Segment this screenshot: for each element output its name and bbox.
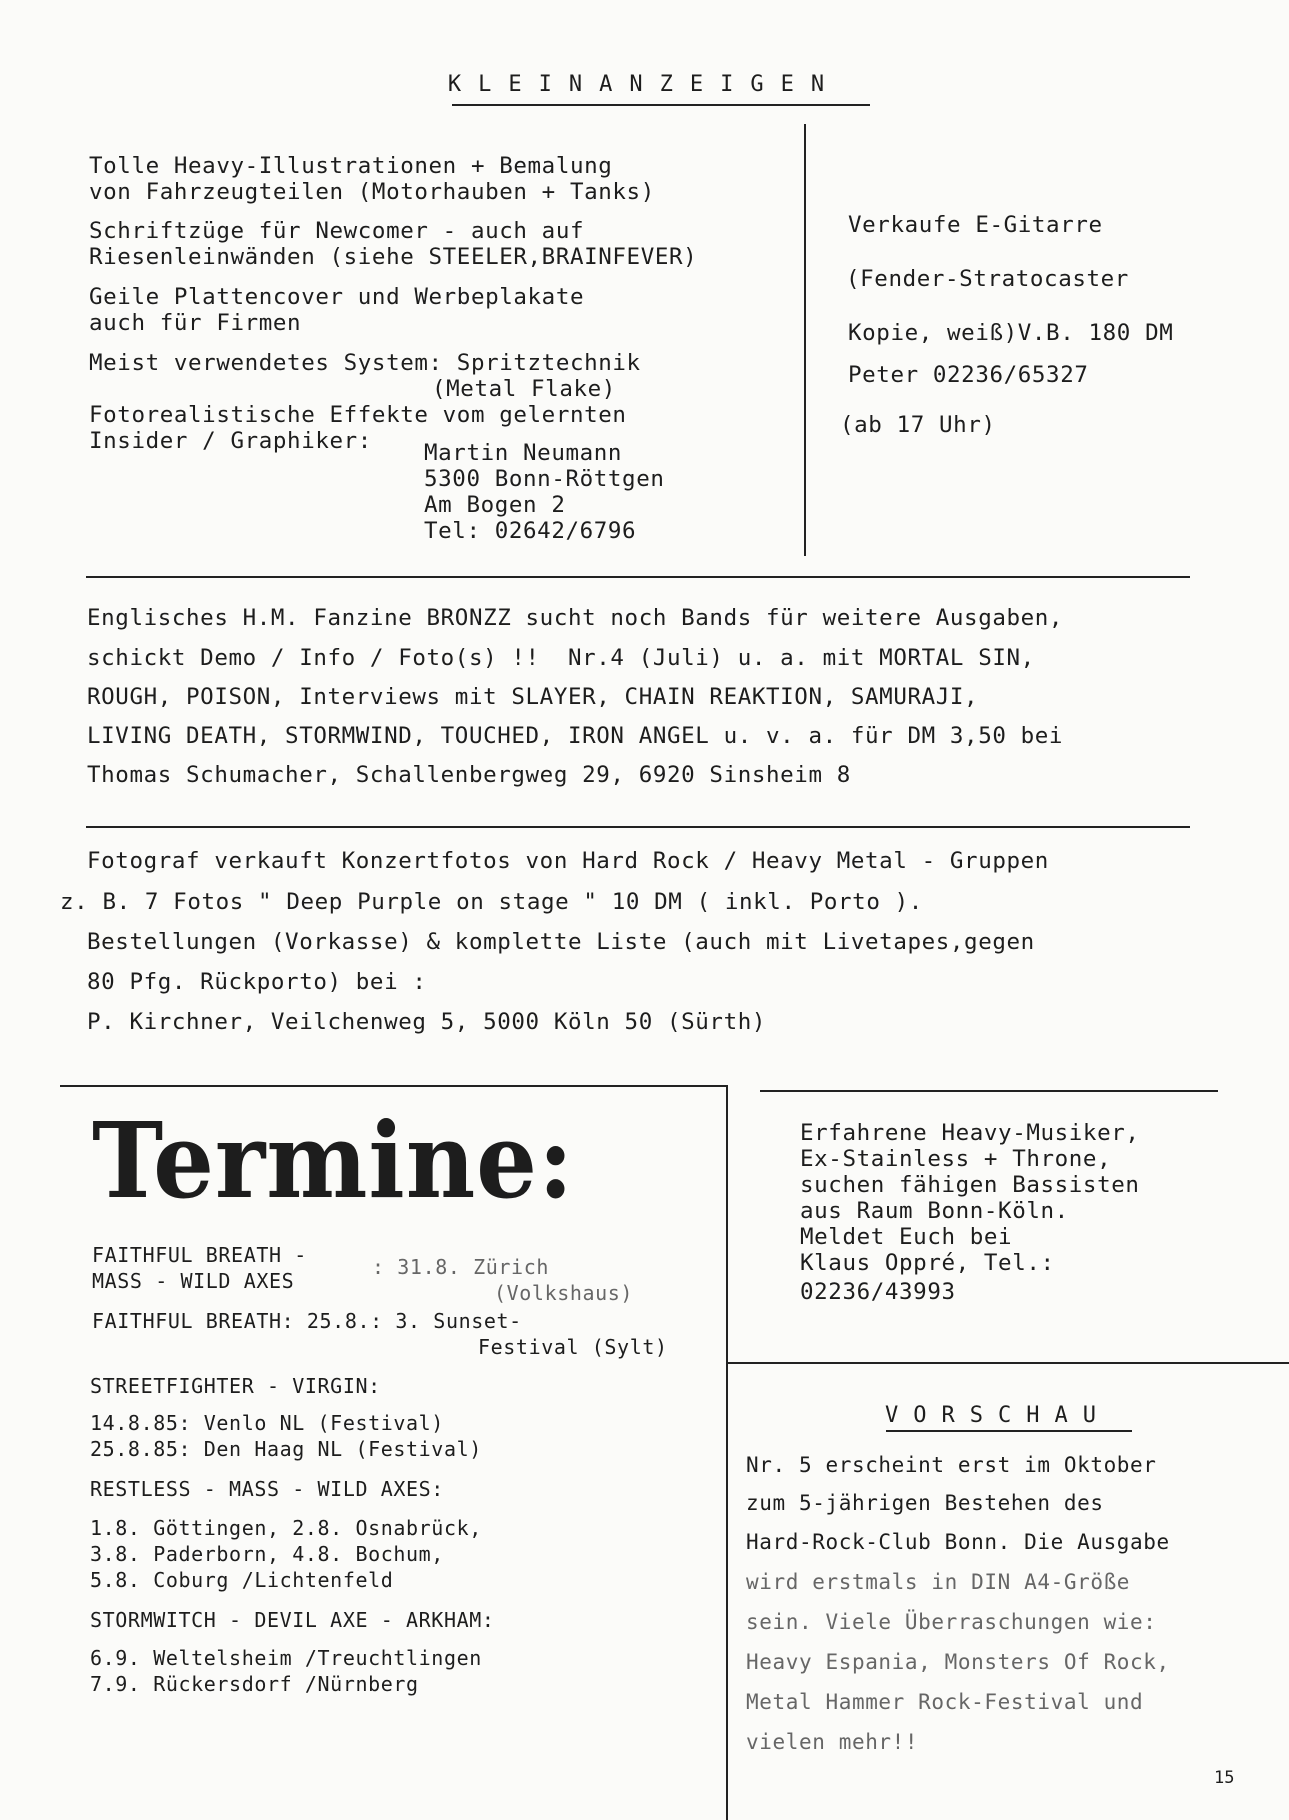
ad-line: Insider / Graphiker:: [89, 428, 372, 454]
event-line: 1.8. Göttingen, 2.8. Osnabrück,: [90, 1516, 482, 1540]
ad-line: Bestellungen (Vorkasse) & komplette Liste (auch mit Livetapes,gegen: [87, 929, 1035, 955]
ad-line: Meldet Euch bei: [800, 1224, 1013, 1250]
ad-line: Fotorealistische Effekte vom gelernten: [89, 402, 627, 428]
event-line: 3.8. Paderborn, 4.8. Bochum,: [90, 1542, 444, 1566]
ad-line: Erfahrene Heavy-Musiker,: [800, 1120, 1140, 1146]
ad-line: auch für Firmen: [89, 310, 302, 336]
ad-line: (Fender-Stratocaster: [846, 266, 1129, 292]
termine-title: Termine:: [92, 1099, 575, 1222]
ad-line: Metal Hammer Rock-Festival und: [746, 1690, 1144, 1714]
event-line: 7.9. Rückersdorf /Nürnberg: [90, 1672, 419, 1696]
contact-street: Am Bogen 2: [424, 492, 566, 518]
contact-phone: Tel: 02642/6796: [424, 518, 637, 544]
ad-line: Meist verwendetes System: Spritztechnik: [89, 350, 641, 376]
ad-line: z. B. 7 Fotos " Deep Purple on stage " 10 DM ( inkl. Porto ).: [60, 889, 923, 915]
event-line: (Volkshaus): [494, 1281, 634, 1305]
event-line: 14.8.85: Venlo NL (Festival): [90, 1411, 444, 1435]
event-heading: STREETFIGHTER - VIRGIN:: [90, 1374, 381, 1398]
ad-line: Tolle Heavy-Illustrationen + Bemalung: [89, 153, 613, 179]
ad-line: zum 5-jährigen Bestehen des: [746, 1491, 1104, 1515]
ad-line: wird erstmals in DIN A4-Größe: [746, 1570, 1131, 1594]
vorschau-box-top: [726, 1362, 1289, 1364]
ad-line: Nr. 5 erscheint erst im Oktober: [746, 1453, 1157, 1477]
ad-line: Klaus Oppré, Tel.:: [800, 1250, 1055, 1276]
title-underline: [452, 104, 870, 106]
event-line: MASS - WILD AXES: [92, 1269, 295, 1293]
ad-line: Geile Plattencover und Werbeplakate: [89, 284, 585, 310]
ad-line: Peter 02236/65327: [848, 362, 1089, 388]
ad-line: P. Kirchner, Veilchenweg 5, 5000 Köln 50 (Sürth): [87, 1009, 767, 1035]
bassist-box-top: [760, 1090, 1218, 1092]
ad-line: Schriftzüge für Newcomer - auch auf: [89, 218, 585, 244]
event-line: FAITHFUL BREATH -: [92, 1243, 307, 1267]
vorschau-title: VORSCHAU: [885, 1403, 1111, 1428]
termine-box-right: [726, 1085, 728, 1820]
event-line: 25.8.85: Den Haag NL (Festival): [90, 1437, 482, 1461]
ad-line: Ex-Stainless + Throne,: [800, 1146, 1112, 1172]
page-title: KLEINANZEIGEN: [447, 72, 842, 97]
ad-line: Englisches H.M. Fanzine BRONZZ sucht noch Bands für weitere Ausgaben,: [87, 605, 1064, 631]
ad-line: (ab 17 Uhr): [840, 412, 996, 438]
event-line: 5.8. Coburg /Lichtenfeld: [90, 1568, 394, 1592]
ad-line: Heavy Espania, Monsters Of Rock,: [746, 1650, 1170, 1674]
ad-line: Thomas Schumacher, Schallenbergweg 29, 6920 Sinsheim 8: [87, 762, 851, 788]
ad-line: Riesenleinwänden (siehe STEELER,BRAINFEVER): [89, 244, 698, 270]
contact-city: 5300 Bonn-Röttgen: [424, 466, 665, 492]
event-line: Festival (Sylt): [478, 1335, 668, 1359]
ad-line: schickt Demo / Info / Foto(s) !! Nr.4 (Juli) u. a. mit MORTAL SIN,: [87, 645, 1035, 671]
contact-name: Martin Neumann: [424, 440, 623, 466]
vorschau-underline: [886, 1430, 1132, 1432]
event-line: 6.9. Weltelsheim /Treuchtlingen: [90, 1646, 482, 1670]
event-heading: RESTLESS - MASS - WILD AXES:: [90, 1477, 444, 1501]
column-divider: [804, 124, 806, 556]
termine-box-top: [60, 1085, 728, 1087]
ad-line: 80 Pfg. Rückporto) bei :: [87, 969, 427, 995]
ad-line: suchen fähigen Bassisten: [800, 1172, 1140, 1198]
event-heading: STORMWITCH - DEVIL AXE - ARKHAM:: [90, 1608, 495, 1632]
section-divider: [86, 576, 1190, 578]
ad-line: Kopie, weiß)V.B. 180 DM: [848, 320, 1174, 346]
ad-line: ROUGH, POISON, Interviews mit SLAYER, CHAIN REAKTION, SAMURAJI,: [87, 684, 979, 710]
ad-line: Verkaufe E-Gitarre: [848, 212, 1103, 238]
ad-line: aus Raum Bonn-Köln.: [800, 1198, 1069, 1224]
event-line: FAITHFUL BREATH: 25.8.: 3. Sunset-: [92, 1309, 522, 1333]
ad-line: LIVING DEATH, STORMWIND, TOUCHED, IRON ANGEL u. v. a. für DM 3,50 bei: [87, 723, 1064, 749]
ad-line: 02236/43993: [800, 1279, 956, 1305]
event-line: : 31.8. Zürich: [372, 1255, 549, 1279]
ad-line: vielen mehr!!: [746, 1730, 919, 1754]
ad-line: von Fahrzeugteilen (Motorhauben + Tanks): [89, 179, 655, 205]
section-divider: [86, 826, 1190, 828]
ad-line: sein. Viele Überraschungen wie:: [746, 1610, 1157, 1634]
page-number: 15: [1214, 1768, 1235, 1788]
ad-line: Fotograf verkauft Konzertfotos von Hard Rock / Heavy Metal - Gruppen: [87, 848, 1049, 874]
ad-line: Hard-Rock-Club Bonn. Die Ausgabe: [746, 1530, 1170, 1554]
ad-line: (Metal Flake): [432, 376, 616, 402]
